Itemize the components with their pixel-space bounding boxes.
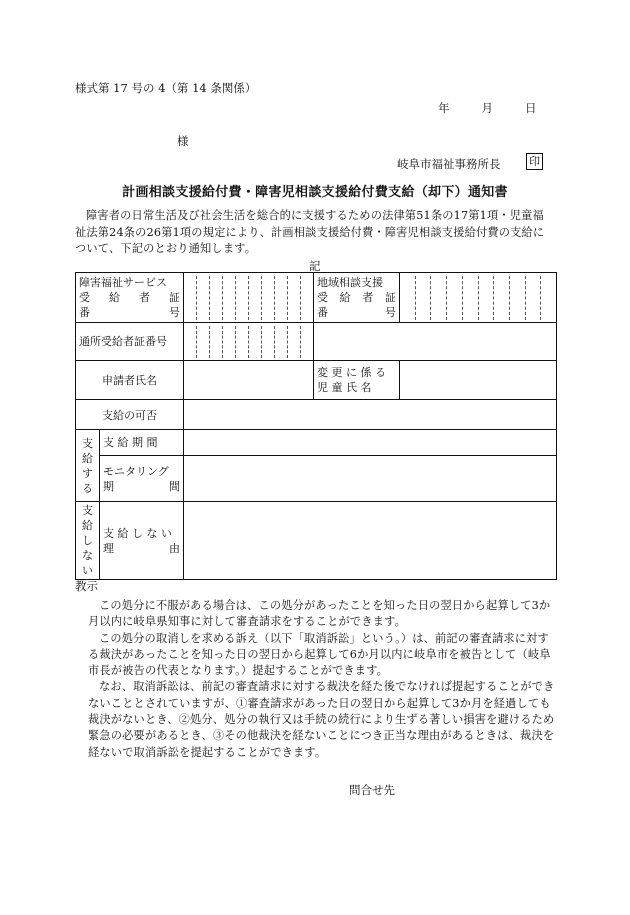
applicant-name-label: 申請者氏名	[76, 361, 184, 400]
row-nopay-reason	[76, 502, 557, 580]
contact-label: 問合せ先	[349, 783, 395, 797]
row-id-numbers	[76, 273, 557, 323]
document-title: 計画相談支援給付費・障害児相談支援給付費支給（却下）通知書	[122, 185, 508, 200]
notice-paragraph: なお、取消訴訟は、前記の審査請求に対する裁決を経た後でなければ提起することができないこととされていますが、①審査請求があった日の翌日から起算して3か月を経過しても裁決がないとき、②処分、処分の執行又は手続の続行により生ずる著しい損害を避けるため緊急の必要があるとき、③その他裁決を経ないことにつき正当な理由があるときは、裁決を経ないで取消訴訟を提起することができます。	[88, 680, 555, 759]
nopay-reason-label: 支 給 し な い 理 由	[100, 502, 184, 580]
form-table	[75, 272, 557, 580]
regional-support-id-boxes	[400, 273, 557, 323]
day-service-id-label: 通所受給者証番号	[76, 323, 184, 361]
monitoring-label: モニタリング 期 間	[100, 456, 184, 502]
applicant-name-value	[184, 361, 314, 400]
monitoring-value	[184, 456, 557, 502]
row-day-service-id	[76, 323, 557, 361]
date-day: 日	[525, 101, 537, 115]
pay-group-label: 支 給 す る	[76, 430, 100, 502]
nopay-group-label: 支 給 し な い	[76, 502, 100, 580]
pay-period-value	[184, 430, 557, 456]
welfare-service-id-boxes	[184, 273, 314, 323]
child-name-label: 変 更 に 係 る 児 童 氏 名	[314, 361, 400, 400]
pay-period-label: 支 給 期 間	[100, 430, 184, 456]
seal-box: 印	[526, 153, 543, 170]
notice-paragraph: この処分の取消しを求める訴え（以下「取消訴訟」という。）は、前記の審査請求に対する裁決があったことを知った日の翌日から起算して6か月以内に岐阜市を被告として（岐阜市長が被告の代表となります。）提起することができます。	[88, 631, 551, 678]
nopay-reason-value	[184, 502, 557, 580]
row-pay-period	[76, 430, 557, 456]
date-month: 月	[481, 101, 493, 115]
child-name-value	[400, 361, 557, 400]
day-service-id-boxes	[184, 323, 314, 361]
regional-support-id-label: 地域相談支援 受 給 者 証 番 号	[314, 273, 400, 323]
kyoji-heading: 教示	[75, 579, 98, 593]
date-year: 年	[438, 101, 450, 115]
ki-heading: 記	[309, 259, 321, 273]
row-names	[76, 361, 557, 400]
form-number: 様式第 17 号の 4（第 14 条関係）	[75, 81, 257, 95]
notice-block	[88, 598, 558, 761]
approval-value	[184, 400, 557, 430]
row-approval	[76, 400, 557, 430]
addressee-suffix: 様	[177, 134, 189, 148]
intro-paragraph: 障害者の日常生活及び社会生活を総合的に支援するための法律第51条の17第1項・児童福祉法第24条の26第1項の規定により、計画相談支援給付費・障害児相談支援給付費の支給について、下記のとおり通知します。	[75, 209, 545, 255]
welfare-service-id-label: 障害福祉サービス 受 給 者 証 番 号	[76, 273, 184, 323]
day-service-id-blank	[314, 323, 557, 361]
notice-paragraph: この処分に不服がある場合は、この処分があったことを知った日の翌日から起算して3か月以内に岐阜県知事に対して審査請求をすることができます。	[88, 599, 551, 629]
row-monitoring	[76, 456, 557, 502]
approval-label: 支給の可否	[76, 400, 184, 430]
date-line	[438, 100, 537, 116]
issuer-name: 岐阜市福祉事務所長	[397, 157, 501, 171]
